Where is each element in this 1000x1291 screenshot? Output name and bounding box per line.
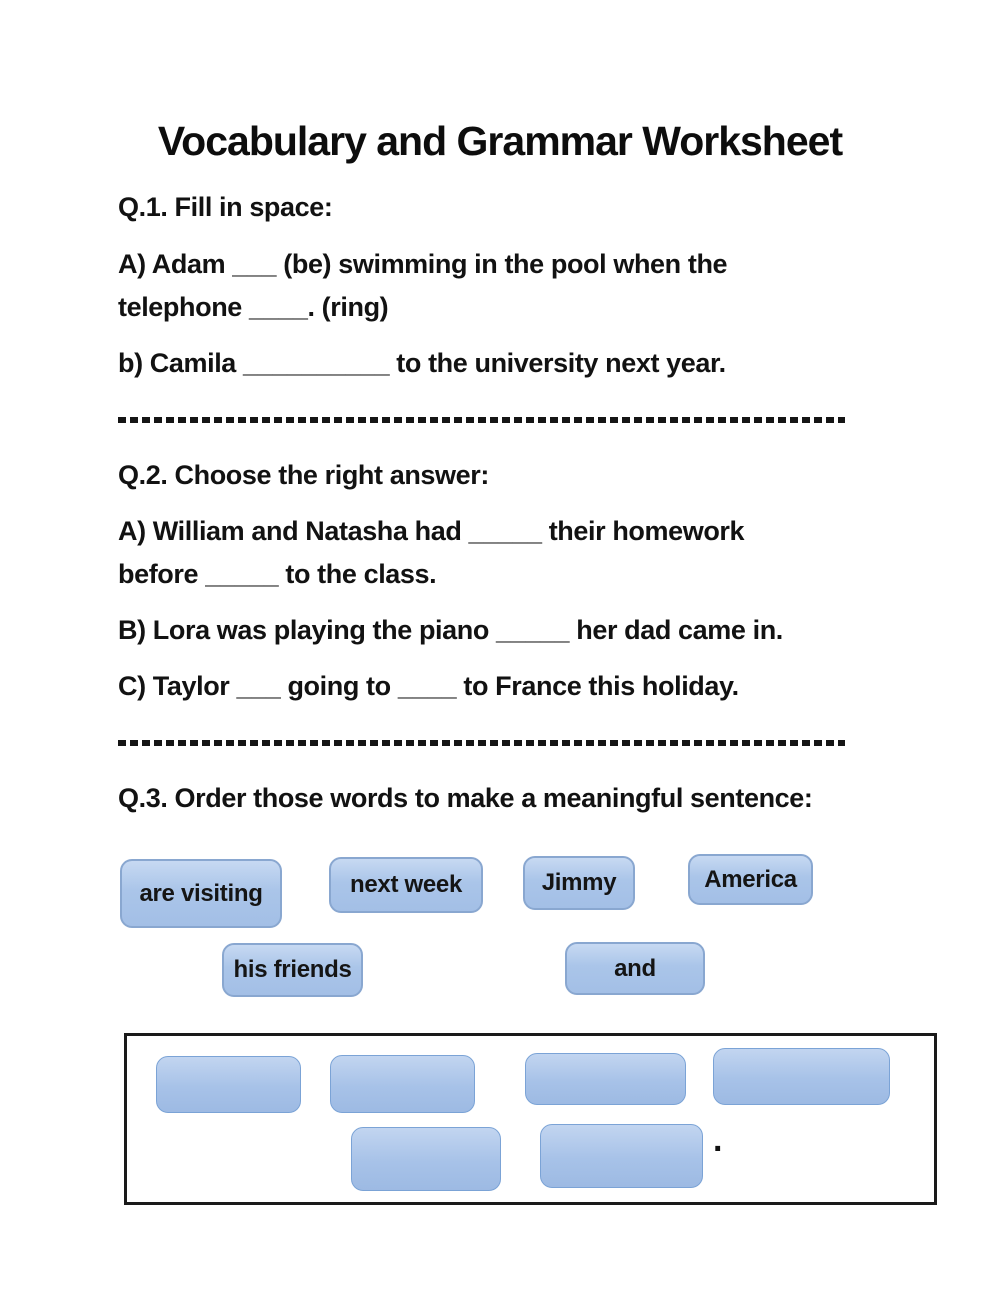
q2-heading: Q.2. Choose the right answer: [118, 460, 489, 490]
dashed-divider [118, 417, 845, 423]
word-tile-his-friends[interactable]: his friends [222, 943, 363, 997]
dashed-divider [118, 740, 845, 746]
q3-heading: Q.3. Order those words to make a meaningful sentence: [118, 783, 813, 813]
word-tile-next-week[interactable]: next week [329, 857, 483, 913]
sentence-period: . [713, 1121, 723, 1159]
answer-area [124, 1033, 937, 1205]
answer-slot-6[interactable] [540, 1124, 703, 1188]
q1-line-b: b) Camila __________ to the university next year. [118, 348, 726, 378]
q1-line-a1: A) Adam ___ (be) swimming in the pool when the [118, 249, 728, 279]
q1-heading: Q.1. Fill in space: [118, 192, 333, 222]
q2-line-a1: A) William and Natasha had _____ their homework [118, 516, 745, 546]
q2-line-c: C) Taylor ___ going to ____ to France this holiday. [118, 671, 739, 701]
answer-slot-4[interactable] [713, 1048, 890, 1105]
q2-line-a2: before _____ to the class. [118, 559, 437, 589]
answer-slot-5[interactable] [351, 1127, 501, 1191]
page-title: Vocabulary and Grammar Worksheet [157, 118, 843, 164]
word-tile-and[interactable]: and [565, 942, 705, 995]
word-tile-jimmy[interactable]: Jimmy [523, 856, 635, 910]
answer-slot-2[interactable] [330, 1055, 475, 1113]
word-tile-america[interactable]: America [688, 854, 813, 905]
answer-slot-1[interactable] [156, 1056, 301, 1113]
word-tile-are-visiting[interactable]: are visiting [120, 859, 282, 928]
q1-line-a2: telephone ____. (ring) [118, 292, 389, 322]
answer-slot-3[interactable] [525, 1053, 686, 1105]
q2-line-b: B) Lora was playing the piano _____ her dad came in. [118, 615, 783, 645]
